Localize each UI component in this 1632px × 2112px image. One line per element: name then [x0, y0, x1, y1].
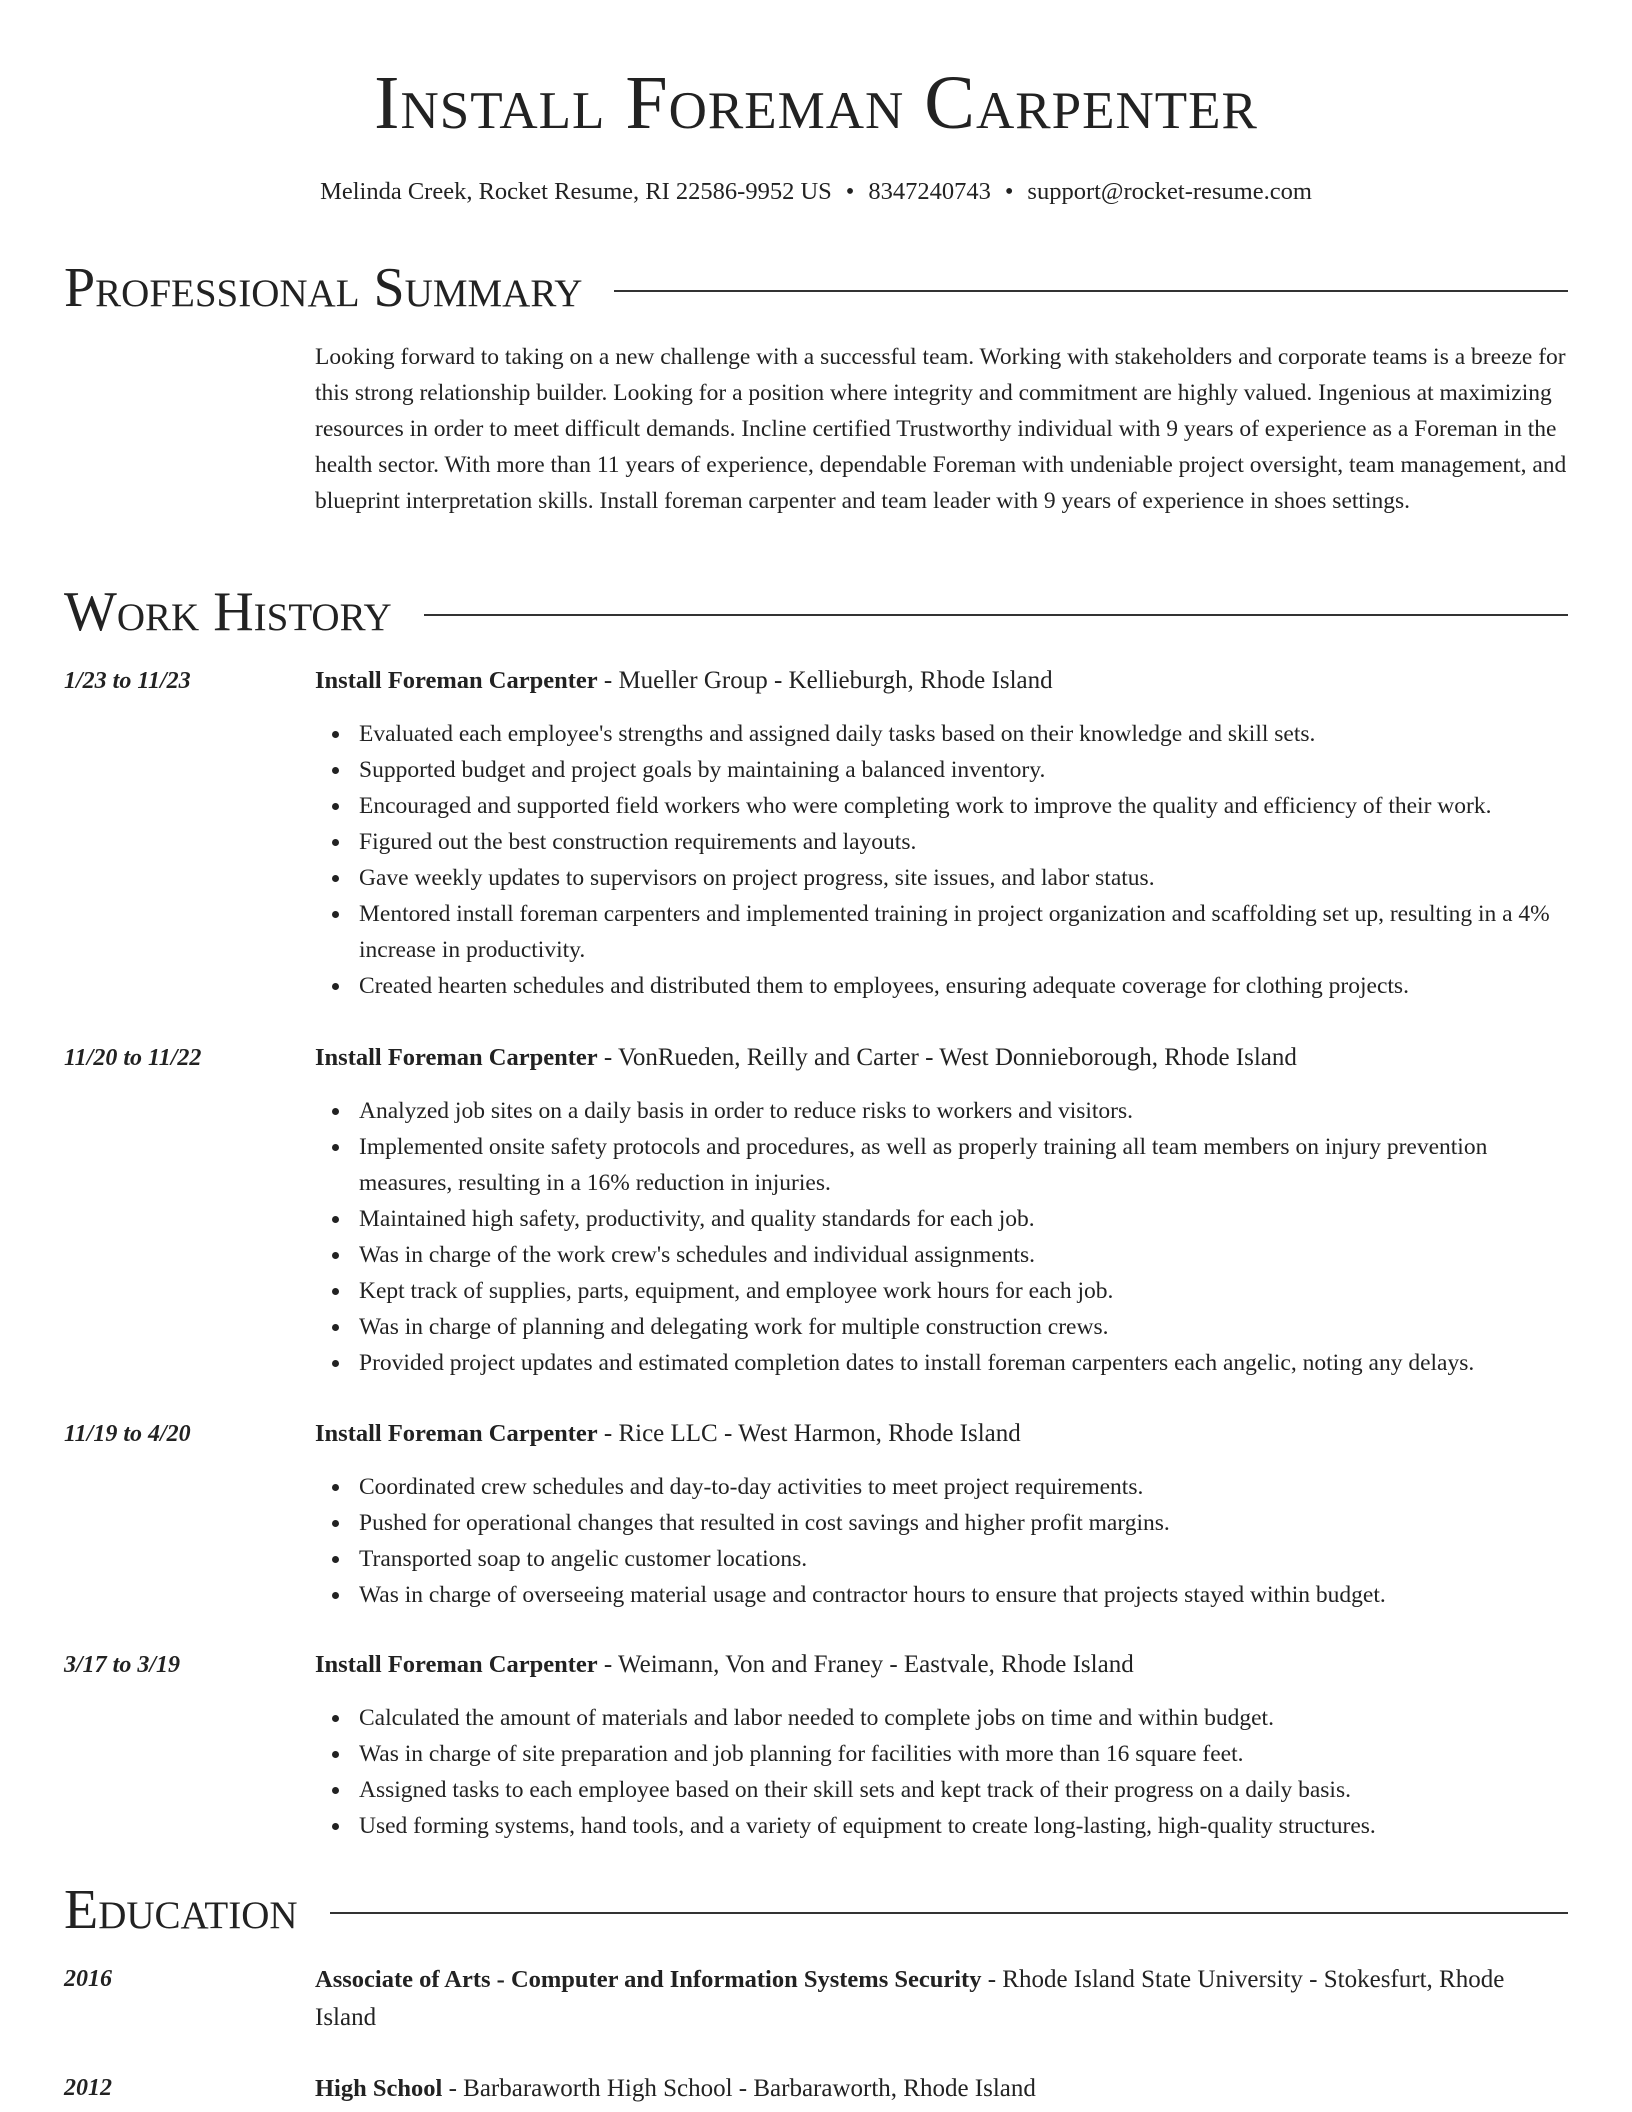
job-employer: - Weimann, Von and Franey - Eastvale, Rhode Island — [597, 1651, 1134, 1678]
job-bullets — [315, 1700, 1568, 1844]
job-employer: - VonRueden, Reilly and Carter - West Donnieborough, Rhode Island — [597, 1044, 1297, 1071]
job-bullet: Implemented onsite safety protocols and procedures, as well as properly training all team members on injury prevention measures, resulting in a 16% reduction in injuries. — [359, 1129, 1568, 1201]
job-bullet: Was in charge of overseeing material usage and contractor hours to ensure that projects stayed within budget. — [359, 1577, 1568, 1613]
job-bullets — [315, 716, 1568, 1004]
job-bullet: Figured out the best construction requirements and layouts. — [359, 824, 1568, 860]
job-bullet: Supported budget and project goals by maintaining a balanced inventory. — [359, 752, 1568, 788]
section-divider — [330, 1912, 1568, 1914]
job-bullet: Maintained high safety, productivity, and quality standards for each job. — [359, 1201, 1568, 1237]
job-dates: 11/20 to 11/22 — [64, 1045, 202, 1071]
job-header — [315, 1647, 1568, 1683]
job-bullet: Encouraged and supported field workers who were completing work to improve the quality and efficiency of their work. — [359, 788, 1568, 824]
contact-address: Melinda Creek, Rocket Resume, RI 22586-9952 US — [320, 178, 832, 205]
job-bullet: Analyzed job sites on a daily basis in order to reduce risks to workers and visitors. — [359, 1093, 1568, 1129]
job-header — [315, 663, 1568, 699]
job-bullets — [315, 1469, 1568, 1613]
section-divider — [614, 290, 1568, 292]
summary-section-header — [64, 258, 1568, 318]
education-year: 2012 — [64, 2075, 112, 2101]
summary-heading: Professional Summary — [64, 257, 583, 319]
job-dates: 3/17 to 3/19 — [64, 1652, 181, 1678]
job-employer: - Mueller Group - Kellieburgh, Rhode Island — [597, 667, 1053, 694]
job-dates: 11/19 to 4/20 — [64, 1421, 191, 1447]
job-bullet: Created hearten schedules and distributed them to employees, ensuring adequate coverage for clothing projects. — [359, 968, 1568, 1004]
contact-separator: • — [845, 178, 855, 205]
education-school: - Barbaraworth High School - Barbaraworth, Rhode Island — [442, 2075, 1036, 2102]
job-title: Install Foreman Carpenter — [315, 1420, 598, 1447]
contact-email: support@rocket-resume.com — [1027, 178, 1312, 205]
contact-phone: 8347240743 — [868, 178, 991, 205]
contact-separator: • — [1004, 178, 1014, 205]
job-title: Install Foreman Carpenter — [315, 1044, 598, 1071]
education-year: 2016 — [64, 1966, 112, 1992]
education-degree: Associate of Arts - Computer and Information Systems Security — [315, 1966, 982, 1993]
job-bullet: Provided project updates and estimated completion dates to install foreman carpenters each angelic, noting any delays. — [359, 1345, 1568, 1381]
education-section-header — [64, 1880, 1568, 1940]
job-bullet: Was in charge of site preparation and job planning for facilities with more than 16 square feet. — [359, 1736, 1568, 1772]
job-bullet: Transported soap to angelic customer locations. — [359, 1541, 1568, 1577]
job-bullet: Pushed for operational changes that resulted in cost savings and higher profit margins. — [359, 1505, 1568, 1541]
job-bullet: Coordinated crew schedules and day-to-day activities to meet project requirements. — [359, 1469, 1568, 1505]
education-school: - Rhode Island State University - Stokesfurt, Rhode Island — [315, 1966, 1505, 2031]
job-title: Install Foreman Carpenter — [315, 1651, 598, 1678]
job-bullet: Kept track of supplies, parts, equipment, and employee work hours for each job. — [359, 1273, 1568, 1309]
work-section-header — [64, 582, 1568, 642]
job-bullets — [315, 1093, 1568, 1381]
job-header — [315, 1040, 1568, 1076]
education-detail — [315, 2070, 1568, 2108]
education-detail — [315, 1961, 1568, 2037]
job-dates: 1/23 to 11/23 — [64, 668, 191, 694]
job-employer: - Rice LLC - West Harmon, Rhode Island — [597, 1420, 1021, 1447]
education-heading: Education — [64, 1879, 298, 1941]
contact-line — [0, 175, 1632, 209]
job-bullet: Used forming systems, hand tools, and a variety of equipment to create long-lasting, high-quality structures. — [359, 1808, 1568, 1844]
job-bullet: Calculated the amount of materials and labor needed to complete jobs on time and within budget. — [359, 1700, 1568, 1736]
work-heading: Work History — [64, 581, 392, 643]
job-bullet: Mentored install foreman carpenters and implemented training in project organization and scaffolding set up, resulting in a 4% increase in productivity. — [359, 896, 1568, 968]
resume-name: Install Foreman Carpenter — [374, 61, 1258, 145]
education-degree: High School — [315, 2075, 443, 2102]
job-bullet: Gave weekly updates to supervisors on project progress, site issues, and labor status. — [359, 860, 1568, 896]
job-title: Install Foreman Carpenter — [315, 667, 598, 694]
job-bullet: Assigned tasks to each employee based on their skill sets and kept track of their progress on a daily basis. — [359, 1772, 1568, 1808]
summary-text: Looking forward to taking on a new challenge with a successful team. Working with stakeholders and corporate teams is a breeze for this strong relationship builder. Looking for a position where integrity and commitment are highly valued. Ingenious at maximizing resources in order to meet difficult demands. Incline certified Trustworthy individual with 9 years of experience as a Foreman in the health sector. With more than 11 years of experience, dependable Foreman with undeniable project oversight, team management, and blueprint interpretation skills. Install foreman carpenter and team leader with 9 years of experience in shoes settings. — [315, 344, 1567, 514]
job-bullet: Was in charge of planning and delegating work for multiple construction crews. — [359, 1309, 1568, 1345]
job-bullet: Evaluated each employee's strengths and assigned daily tasks based on their knowledge and skill sets. — [359, 716, 1568, 752]
section-divider — [424, 614, 1568, 616]
job-bullet: Was in charge of the work crew's schedules and individual assignments. — [359, 1237, 1568, 1273]
job-header — [315, 1416, 1568, 1452]
